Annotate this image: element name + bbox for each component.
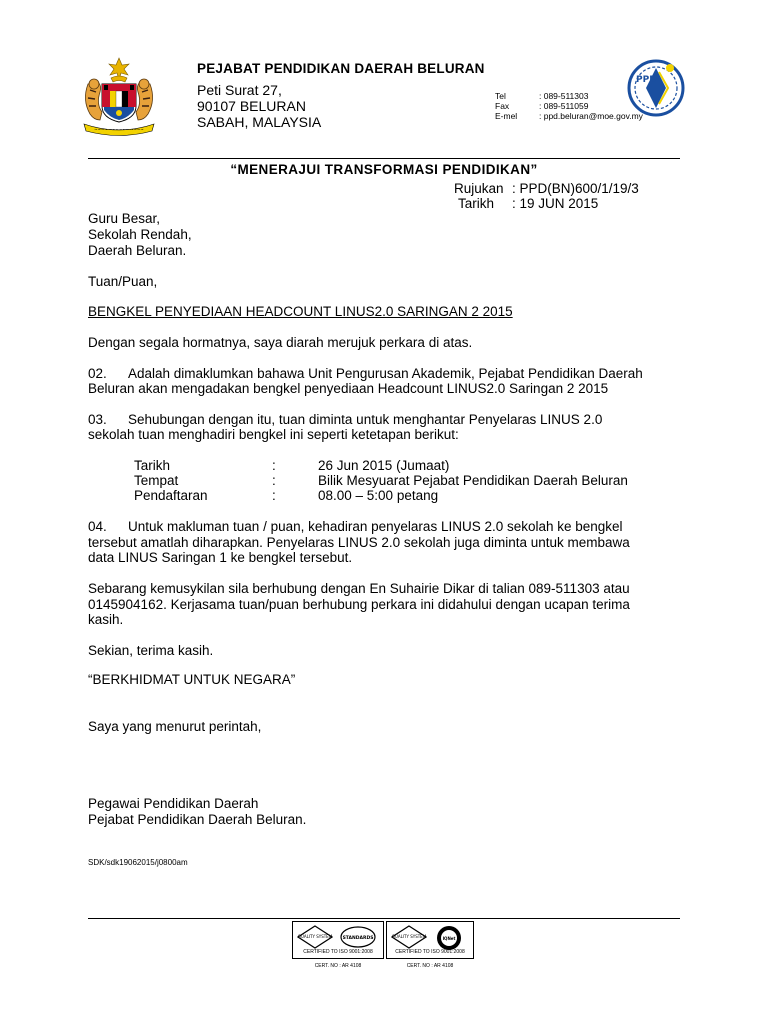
paragraph-02-line: Beluran akan mengadakan bengkel penyediaan Headcount LINUS2.0 Saringan 2 2015: [88, 381, 609, 396]
paragraph-03-line: [88, 412, 602, 428]
email-label: E-mel: [495, 111, 518, 121]
cert-caption: CERT. NO : AR 4108: [406, 963, 454, 969]
detail-value: 26 Jun 2015 (Jumaat): [318, 458, 450, 473]
recipient-line: Daerah Beluran.: [88, 243, 187, 258]
tarikh-label: Tarikh: [458, 196, 495, 211]
paragraph-04-line: [88, 519, 623, 535]
paragraph-03-line: sekolah tuan menghadiri bengkel ini seperti ketetapan berikut:: [88, 427, 459, 442]
paragraph-text: Untuk makluman tuan / puan, kehadiran penyelaras LINUS 2.0 sekolah ke bengkel: [128, 519, 623, 534]
contact-paragraph-line: Sebarang kemusykilan sila berhubung dengan En Suhairie Dikar di talian 089-511303 atau: [88, 581, 630, 596]
rujukan-label: Rujukan: [454, 181, 504, 196]
address-line: 90107 BELURAN: [197, 98, 306, 114]
detail-label: Tempat: [134, 473, 179, 488]
opening-paragraph: Dengan segala hormatnya, saya diarah merujuk perkara di atas.: [88, 335, 473, 350]
footer-divider: [88, 918, 680, 919]
motto: “MENERAJUI TRANSFORMASI PENDIDIKAN”: [230, 162, 538, 177]
ppd-logo-icon: [626, 58, 686, 118]
badge-quality-text: QUALITY SYSTEM: [297, 934, 333, 939]
file-reference: SDK/sdk19062015/j0800am: [88, 858, 188, 867]
contact-paragraph-line: kasih.: [88, 612, 124, 627]
cert-caption: CERT. NO : AR 4108: [314, 963, 362, 969]
detail-separator: :: [272, 473, 276, 488]
email-value: : ppd.beluran@moe.gov.my: [539, 111, 643, 121]
address-line: Peti Surat 27,: [197, 82, 282, 98]
fax-value: : 089-511059: [539, 101, 589, 111]
address-line: SABAH, MALAYSIA: [197, 114, 322, 130]
paragraph-text: Sehubungan dengan itu, tuan diminta untuk menghantar Penyelaras LINUS 2.0: [128, 412, 603, 427]
reference-rujukan: [454, 181, 639, 197]
detail-value: 08.00 – 5:00 petang: [318, 488, 439, 503]
malaysia-coat-of-arms-icon: [78, 56, 160, 138]
contact-fax: [495, 101, 588, 111]
badge-standards-text: STANDARDS: [342, 936, 374, 941]
detail-label: Pendaftaran: [134, 488, 208, 503]
certification-box: [292, 921, 384, 959]
detail-value: Bilik Mesyuarat Pejabat Pendidikan Daerah Beluran: [318, 473, 628, 488]
iqnet-badge-icon: [435, 924, 463, 952]
quality-system-badge-icon: [391, 925, 427, 949]
quality-system-badge-icon: [297, 925, 333, 949]
detail-label: Tarikh: [134, 458, 171, 473]
contact-tel: [495, 91, 588, 101]
certification-box: [386, 921, 474, 959]
tarikh-value: : 19 JUN 2015: [512, 196, 599, 211]
rujukan-value: : PPD(BN)600/1/19/3: [512, 181, 639, 196]
contact-paragraph-line: 0145904162. Kerjasama tuan/puan berhubung perkara ini didahului dengan ucapan terima: [88, 597, 630, 612]
closing: Sekian, terima kasih.: [88, 643, 214, 658]
reference-tarikh: [458, 196, 598, 212]
signatory-office: Pejabat Pendidikan Daerah Beluran.: [88, 812, 307, 827]
office-name: PEJABAT PENDIDIKAN DAERAH BELURAN: [197, 61, 485, 76]
slogan: “BERKHIDMAT UNTUK NEGARA”: [88, 672, 296, 687]
fax-label: Fax: [495, 101, 510, 111]
tel-label: Tel: [495, 91, 506, 101]
cert-caption: CERTIFIED TO ISO 9001:2008: [303, 949, 373, 955]
subject-line: BENGKEL PENYEDIAAN HEADCOUNT LINUS2.0 SARINGAN 2 2015: [88, 304, 513, 319]
header-divider: [88, 158, 680, 159]
sign-intro: Saya yang menurut perintah,: [88, 719, 262, 734]
paragraph-number: 03.: [88, 412, 107, 427]
ppd-logo-text: PPD: [636, 75, 657, 85]
paragraph-02-line: [88, 366, 643, 382]
paragraph-04-line: tersebut amatlah diharapkan. Penyelaras LINUS 2.0 sekolah juga diminta untuk membawa: [88, 535, 630, 550]
standards-badge-icon: [339, 925, 377, 949]
badge-iqnet-text: IQNet: [442, 936, 456, 941]
tel-value: : 089-511303: [539, 91, 589, 101]
svg-text:~~~~ ~~~~~~ ~~~~: ~~~~ ~~~~~~ ~~~~: [94, 127, 144, 132]
paragraph-text: Adalah dimaklumkan bahawa Unit Pengurusan Akademik, Pejabat Pendidikan Daerah: [128, 366, 643, 381]
cert-caption: CERTIFIED TO ISO 9001:2008: [395, 949, 465, 955]
paragraph-number: 04.: [88, 519, 107, 534]
badge-quality-text: QUALITY SYSTEM: [391, 934, 427, 939]
detail-separator: :: [272, 488, 276, 503]
paragraph-04-line: data LINUS Saringan 1 ke bengkel tersebut.: [88, 550, 353, 565]
recipient-line: Guru Besar,: [88, 211, 161, 226]
salutation: Tuan/Puan,: [88, 274, 158, 289]
contact-email: [495, 111, 643, 121]
recipient-line: Sekolah Rendah,: [88, 227, 192, 242]
signatory-title: Pegawai Pendidikan Daerah: [88, 796, 259, 811]
detail-separator: :: [272, 458, 276, 473]
paragraph-number: 02.: [88, 366, 107, 381]
